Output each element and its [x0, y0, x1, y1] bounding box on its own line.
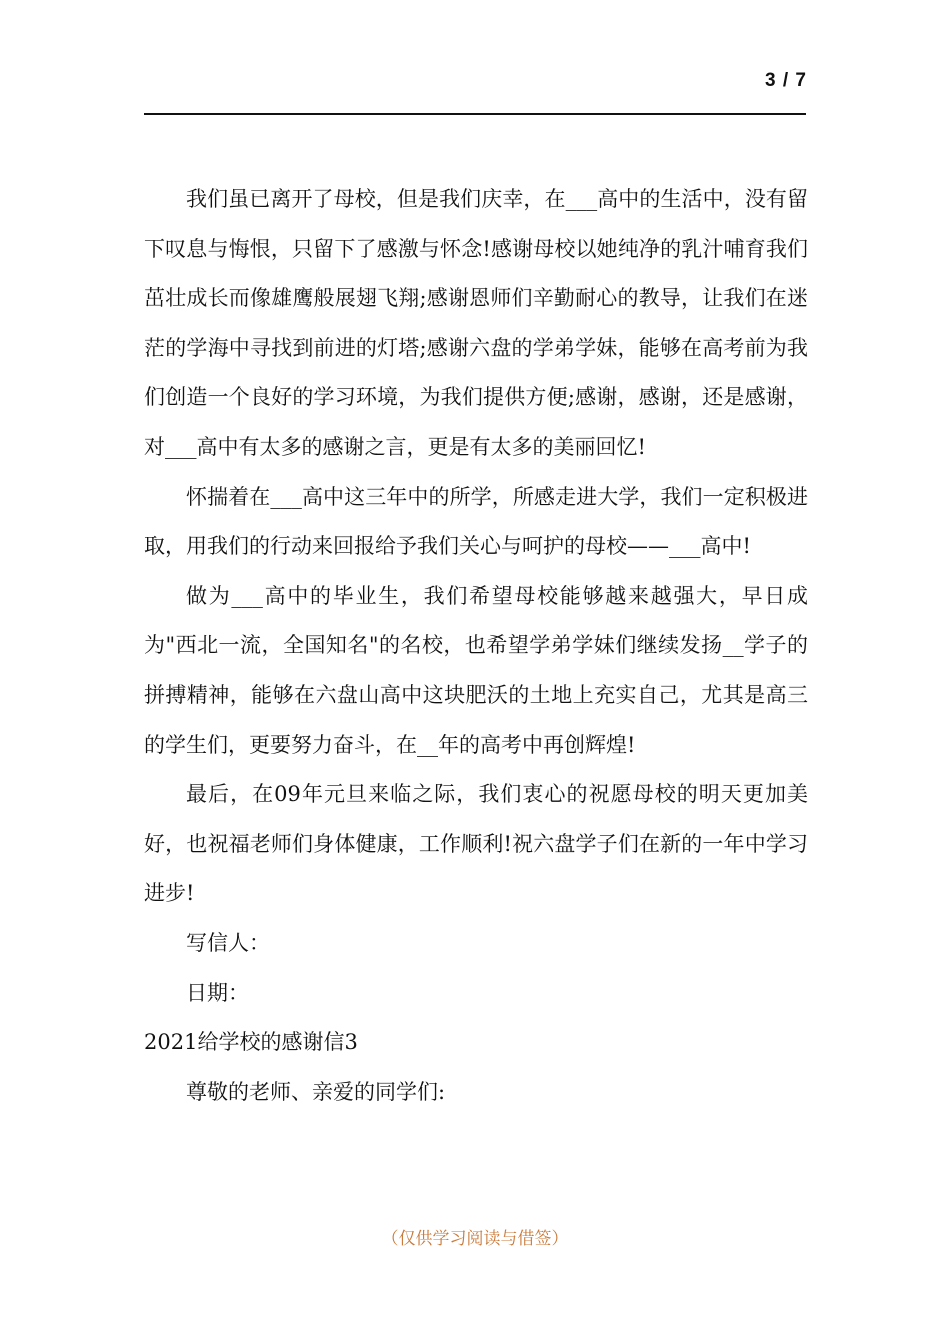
salutation: 尊敬的老师、亲爱的同学们: — [186, 1079, 446, 1104]
page-number: 3 / 7 — [765, 70, 807, 91]
paragraph-gratitude: 我们虽已离开了母校，但是我们庆幸，在___高中的生活中，没有留下叹息与悔恨，只留下了感激与怀念!感谢母校以她纯净的乳汁哺育我们茁壮成长而像雄鹰般展翅飞翔;感谢恩师们辛勤耐心的教导，让我们在迷茫的学海中寻找到前进的灯塔;感谢六盘的学弟学妹，能够在高考前为我们创造一个良好的学习环境，为我们提供方便;感谢，感谢，还是感谢，对___高中有太多的感谢之言，更是有太多的美丽回忆! — [144, 187, 808, 459]
date-line: 日期： — [186, 980, 249, 1005]
signature-line: 写信人： — [186, 930, 270, 955]
paragraph-commitment: 怀揣着在___高中这三年中的所学，所感走进大学，我们一定积极进取，用我们的行动来回报给予我们关心与呵护的母校——___高中! — [144, 484, 808, 559]
document-body — [144, 175, 808, 1117]
paragraph-hopes: 做为___高中的毕业生，我们希望母校能够越来越强大，早日成为"西北一流，全国知名"的名校，也希望学弟学妹们继续发扬__学子的拼搏精神，能够在六盘山高中这块肥沃的土地上充实自己，尤其是高三的学生们，更要努力奋斗，在__年的高考中再创辉煌! — [144, 583, 808, 757]
footer-disclaimer: （仅供学习阅读与借签） — [381, 1229, 569, 1249]
section-heading: 2021给学校的感谢信3 — [144, 1030, 358, 1055]
paragraph-new-year-wishes: 最后，在09年元旦来临之际，我们衷心的祝愿母校的明天更加美好，也祝福老师们身体健康，工作顺利!祝六盘学子们在新的一年中学习进步! — [144, 782, 808, 906]
header-divider — [144, 113, 806, 115]
